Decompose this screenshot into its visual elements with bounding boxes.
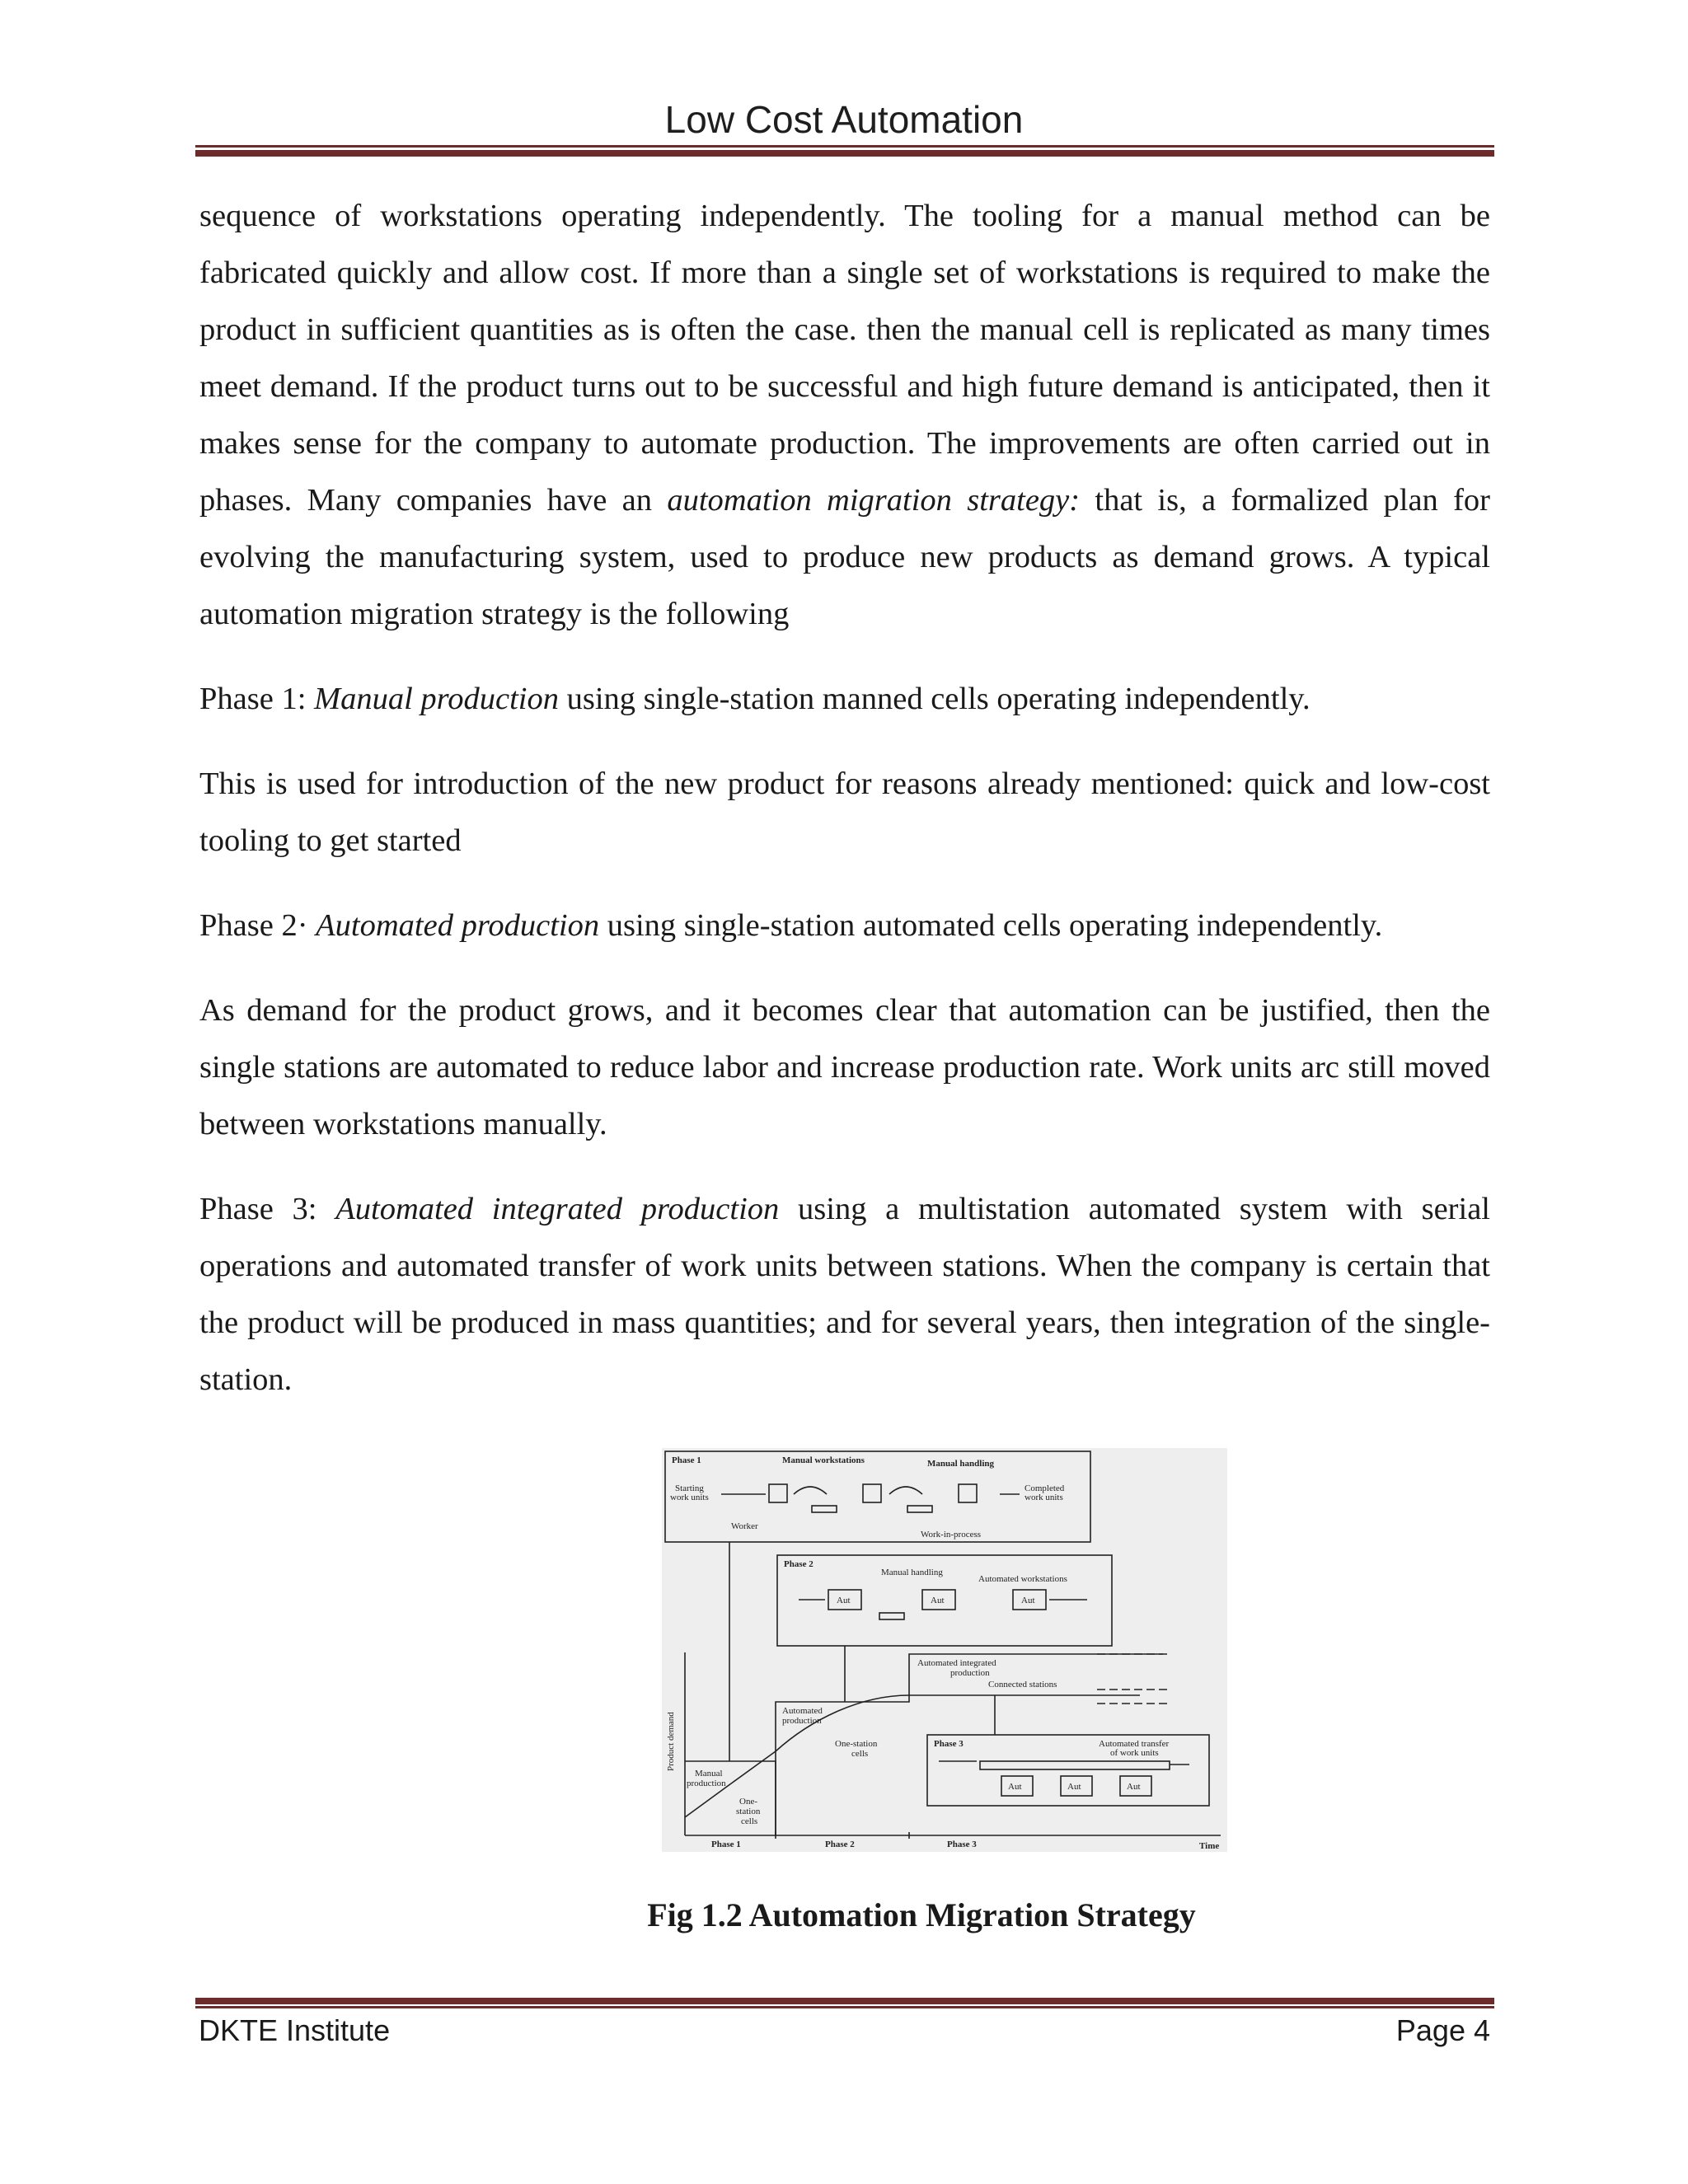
fig-product-demand: Product demand (666, 1712, 676, 1771)
fig-automated-transfer: Automated transfer (1099, 1739, 1170, 1749)
fig-integrated-production: production (950, 1668, 990, 1678)
body-text (199, 188, 1490, 1436)
fig-phase3-label: Phase 3 (934, 1739, 964, 1749)
fig-axis-phase2: Phase 2 (825, 1840, 855, 1849)
header-rule-thin (195, 145, 1494, 148)
fig-axis-phase3: Phase 3 (947, 1840, 977, 1849)
header-rule-thick (195, 150, 1494, 157)
paragraph-phase1: Phase 1: Manual production using single-station manned cells operating independently. (199, 682, 1311, 716)
fig-worker: Worker (731, 1521, 758, 1531)
fig-time-label: Time (1199, 1841, 1220, 1851)
fig-phase2-label: Phase 2 (784, 1559, 814, 1569)
fig-starting: Starting (675, 1483, 704, 1493)
fig-one-station: One-station (835, 1739, 878, 1749)
fig-aut-2: Aut (931, 1596, 945, 1605)
figure-background (662, 1448, 1227, 1852)
paragraph-phase3: Phase 3: Automated integrated production using a multistation automated system with serial operations and automated transfer of work units between stations. When the company is certain that the product will be produced in mass quantities; and for several years, then integration of the single-station. (199, 1192, 1490, 1397)
footer-rule-thin (195, 2006, 1494, 2008)
page-header-title: Low Cost Automation (664, 98, 1024, 141)
fig-phase1-label: Phase 1 (672, 1455, 701, 1465)
fig-cells: cells (851, 1749, 869, 1759)
fig-automated: Automated (782, 1706, 823, 1716)
fig-completed-units: work units (1025, 1493, 1063, 1502)
paragraph-intro: sequence of workstations operating independently. The tooling for a manual method can be fabricated quickly and allow cost. If more than a single set of workstations is required to make the product in sufficient quantities as is often the case. then the manual cell is replicated as many times meet demand. If the product turns out to be successful and high future demand is anticipated, then it makes sense for the company to automate production. The improvements are often carried out in phases. Many companies have an automation migration strategy: that is, a formalized plan for evolving the manufacturing system, used to produce new products as demand grows. A typical automation migration strategy is the following (199, 199, 1491, 631)
fig-work-units: work units (670, 1493, 709, 1502)
fig-automated-production: production (782, 1716, 822, 1726)
fig-completed: Completed (1025, 1483, 1065, 1493)
fig-phase3-aut-3: Aut (1127, 1782, 1141, 1792)
fig-phase3-aut-2: Aut (1067, 1782, 1081, 1792)
fig-manual-workstations: Manual workstations (782, 1455, 865, 1465)
footer-institute: DKTE Institute (199, 2013, 391, 2047)
migration-strategy-figure (662, 1448, 1227, 1852)
paragraph-phase2: Phase 2· Automated production using single-station automated cells operating independently. (199, 908, 1383, 943)
fig-manual-handling-2: Manual handling (881, 1568, 943, 1577)
fig-phase3-aut-1: Aut (1008, 1782, 1022, 1792)
fig-automated-integrated: Automated integrated (917, 1658, 996, 1668)
fig-manual-handling: Manual handling (927, 1459, 995, 1469)
fig-one: One- (739, 1797, 757, 1807)
fig-station: station (736, 1807, 761, 1816)
fig-manual-production: production (687, 1779, 726, 1788)
fig-wip: Work-in-process (921, 1530, 982, 1540)
fig-automated-workstations: Automated workstations (978, 1574, 1067, 1584)
paragraph-phase1-detail: This is used for introduction of the new product for reasons already mentioned: quick and low-cost tooling to get started (199, 766, 1490, 858)
paragraph-phase2-detail: As demand for the product grows, and it becomes clear that automation can be justified, then the single stations are automated to reduce labor and increase production rate. Work units arc still moved between workstations manually. (199, 993, 1490, 1141)
fig-of-work-units: of work units (1110, 1748, 1159, 1758)
fig-manual: Manual (695, 1769, 723, 1779)
fig-aut-1: Aut (837, 1596, 851, 1605)
fig-connected-stations: Connected stations (988, 1680, 1057, 1690)
footer-page-number: Page 4 (1395, 2013, 1490, 2047)
fig-aut-3: Aut (1021, 1596, 1035, 1605)
fig-cells-2: cells (741, 1816, 758, 1826)
footer-rule-thick (195, 1998, 1494, 2004)
figure-caption: Fig 1.2 Automation Migration Strategy (647, 1896, 1196, 1933)
fig-axis-phase1: Phase 1 (711, 1840, 741, 1849)
